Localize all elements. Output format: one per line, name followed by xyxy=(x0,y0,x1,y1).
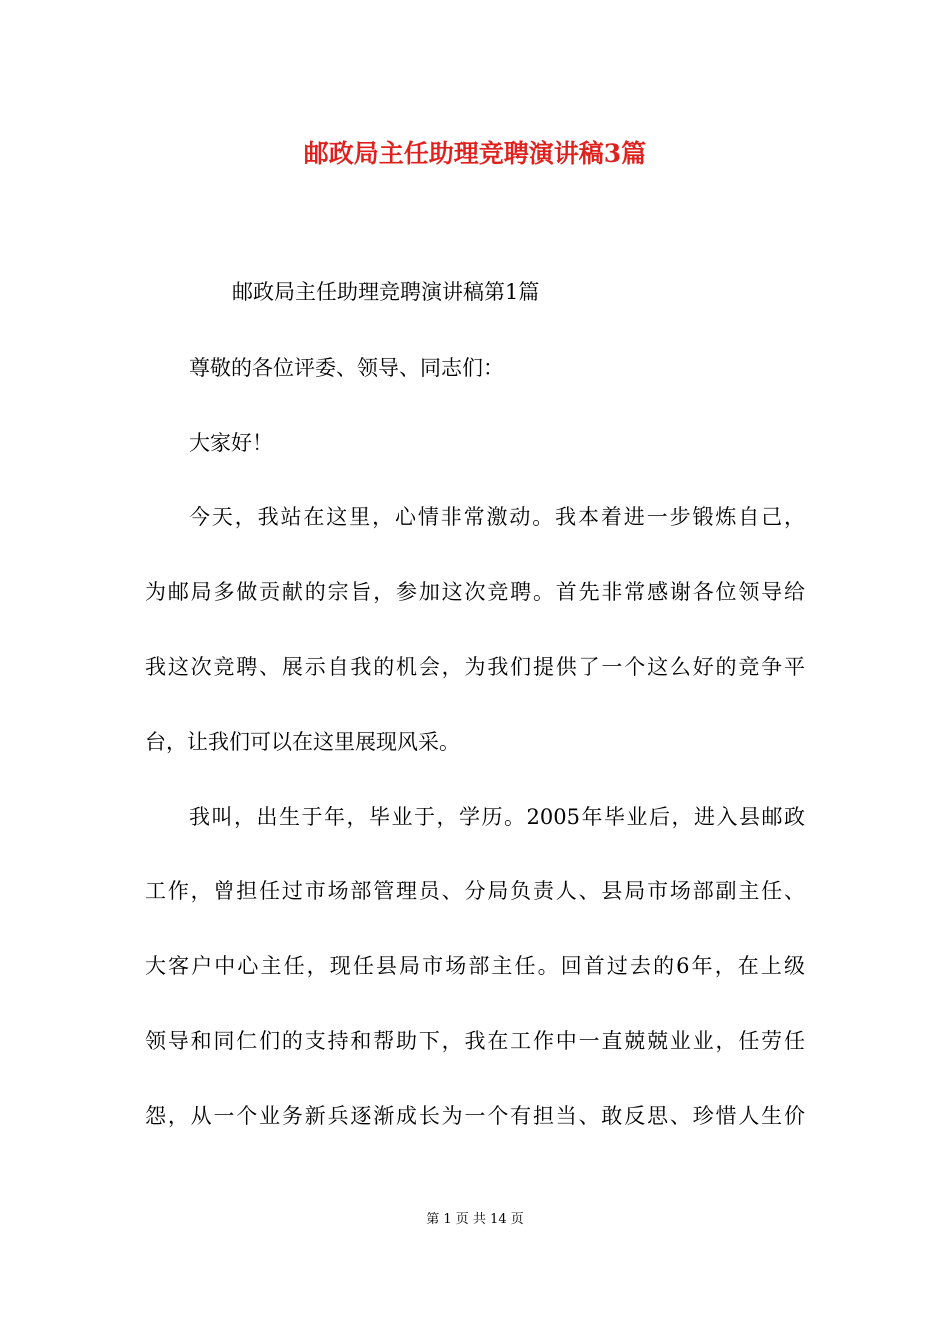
salutation: 尊敬的各位评委、领导、同志们： xyxy=(189,356,504,380)
paragraph-line: 台，让我们可以在这里展现风采。 xyxy=(145,730,460,754)
paragraph-line: 工作，曾担任过市场部管理员、分局负责人、县局市场部副主任、 xyxy=(145,879,805,903)
section-heading: 邮政局主任助理竞聘演讲稿第1篇 xyxy=(232,280,540,304)
paragraph-line: 今天，我站在这里，心情非常激动。我本着进一步锻炼自己， xyxy=(189,505,805,529)
paragraph-line: 怨，从一个业务新兵逐渐成长为一个有担当、敢反思、珍惜人生价 xyxy=(145,1104,805,1128)
paragraph-line: 为邮局多做贡献的宗旨，参加这次竞聘。首先非常感谢各位领导给 xyxy=(145,580,805,604)
paragraph-line: 大客户中心主任，现任县局市场部主任。回首过去的6年，在上级 xyxy=(145,954,805,978)
greeting: 大家好！ xyxy=(189,431,273,455)
paragraph-line: 我这次竞聘、展示自我的机会，为我们提供了一个这么好的竞争平 xyxy=(145,655,805,679)
paragraph-line: 我叫，出生于年，毕业于，学历。2005年毕业后，进入县邮政 xyxy=(189,805,805,829)
page-number-footer: 第 1 页 共 14 页 xyxy=(426,1212,524,1227)
paragraph-line: 领导和同仁们的支持和帮助下，我在工作中一直兢兢业业，任劳任 xyxy=(145,1029,805,1053)
document-title: 邮政局主任助理竞聘演讲稿3篇 xyxy=(303,139,647,168)
